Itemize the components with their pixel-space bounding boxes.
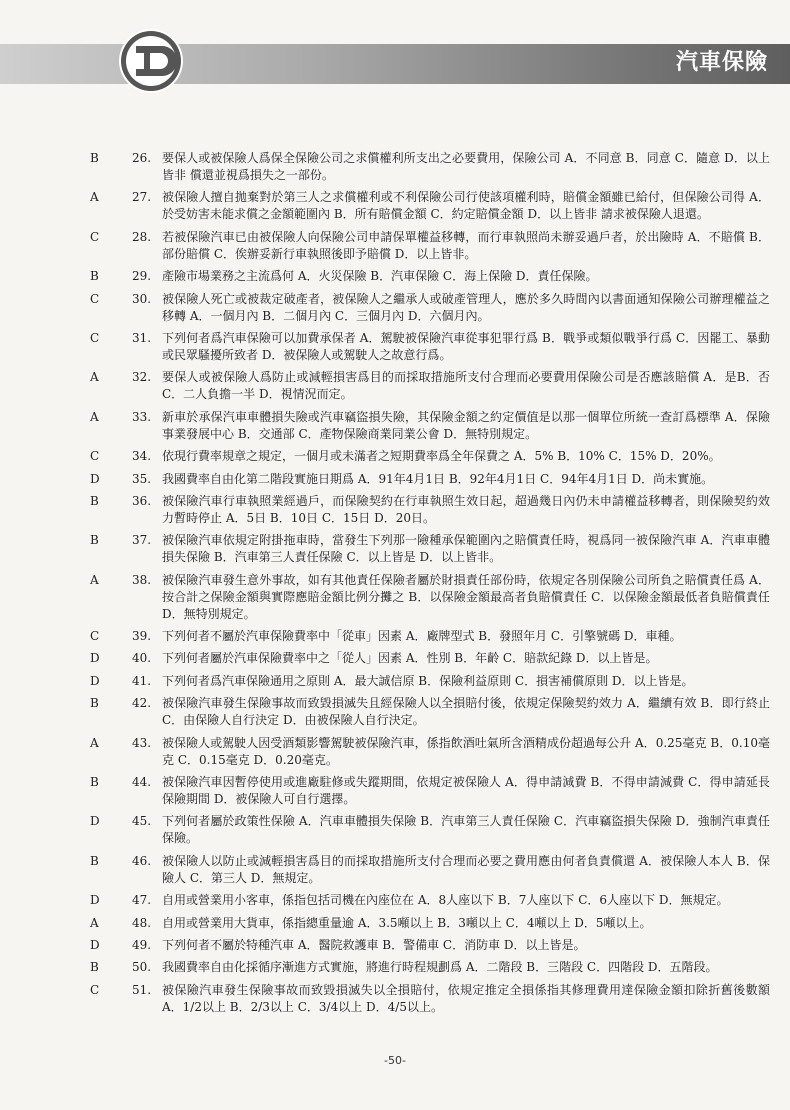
question-number: 31. [132,330,152,345]
question-item [80,471,770,488]
answer-key: D [90,893,100,908]
question-number: 44. [132,775,152,790]
question-item [80,813,770,847]
question-item [80,915,770,932]
question-number: 46. [132,853,152,868]
question-item [80,735,770,769]
question-number: 33. [132,409,152,424]
page-number: -50- [384,1054,406,1067]
question-text: 要保人或被保險人爲防止或減輕損害爲目的而採取措施所支付合理而必要費用保險公司是否應該賠償 A．是B．否 C．二人負擔一半 D．視情況而定。 [162,370,770,402]
answer-key: D [90,651,100,666]
question-number: 43. [132,735,152,750]
answer-key: B [90,960,99,975]
answer-key: D [90,471,100,486]
question-text: 若被保險汽車已由被保險人向保險公司申請保單權益移轉，而行車執照尚未辦妥過戶者，於出險時 A．不賠償 B．部份賠償 C．俟辦妥新行車執照後即予賠償 D．以上皆非。 [162,229,770,261]
question-number: 27. [132,190,152,205]
answer-key: A [90,370,99,385]
answer-key: A [90,572,99,587]
answer-key: B [90,533,99,548]
question-item [80,268,770,285]
question-item [80,982,770,1016]
question-number: 51. [132,982,152,997]
question-number: 48. [132,915,152,930]
answer-key: D [90,814,100,829]
question-number: 30. [132,291,152,306]
question-text: 被保險人以防止或減輕損害爲目的而採取措施所支付合理而必要之費用應由何者負責償還 A．被保險人本人 B．保險人 C．第三人 D．無規定。 [162,853,770,885]
question-item [80,695,770,729]
answer-key: C [90,982,100,997]
question-item [80,892,770,909]
question-item [80,774,770,808]
question-item [80,189,770,223]
question-item [80,291,770,325]
question-text: 自用或營業用小客車，係指包括司機在內座位在 A．8人座以下 B．7人座以下 C．6人座以下 D．無規定。 [162,893,729,908]
question-item [80,853,770,887]
answer-key: A [90,409,99,424]
question-text: 被保險汽車發生保險事故而致毀損滅失以全損賠付，依規定推定全損係指其修理費用達保險金額扣除折舊後數額 A．1/2以上 B．2/3以上 C．3/4以上 D．4/5以上。 [162,982,770,1014]
question-item [80,448,770,465]
question-number: 35. [132,471,152,486]
question-text: 被保險汽車行車執照業經過戶，而保險契約在行車執照生效日起，超過幾日內仍未申請權益移轉者，則保險契約效力暫時停止 A．5日 B．10日 C．15日 D．20日。 [162,493,770,525]
question-number: 42. [132,696,152,711]
answer-key: B [90,775,99,790]
question-text: 下列何者不屬於汽車保險費率中「從車」因素 A．廠牌型式 B．發照年月 C．引擎號碼 D．車種。 [162,629,682,644]
question-item [80,532,770,566]
question-text: 被保險汽車發生意外事故，如有其他責任保險者屬於財損責任部份時，依規定各別保險公司所負之賠償責任爲 A．按合計之保險金額與實際應賠金額比例分攤之 B．以保險金額最高者負賠償責任 C．以保險金額最低者負賠償責任 D．無特別規定。 [162,572,770,621]
question-number: 34. [132,449,152,464]
question-number: 41. [132,673,152,688]
question-item [80,673,770,690]
question-number: 45. [132,814,152,829]
answer-key: D [90,937,100,952]
answer-key: B [90,696,99,711]
answer-key: C [90,449,100,464]
question-number: 26. [132,151,152,165]
question-text: 被保險汽車因暫停使用或進廠駐修或失蹤期間，依規定被保險人 A．得申請減費 B．不得申請減費 C．得申請延長保險期間 D．被保險人可自行選擇。 [162,775,770,807]
question-text: 下列何者爲汽車保險可以加費承保者 A．駕駛被保險汽車從事犯罪行爲 B．戰爭或類似戰爭行爲 C．因罷工、暴動或民眾騷擾所致者 D．被保險人或駕駛人之故意行爲。 [162,330,770,362]
question-text: 產險市場業務之主流爲何 A．火災保險 B．汽車保險 C．海上保險 D．責任保險。 [162,269,598,284]
question-text: 我國費率自由化採循序漸進方式實施，將進行時程規劃爲 A．二階段 B．三階段 C．四階段 D．五階段。 [162,960,718,975]
question-number: 32. [132,370,152,385]
question-item [80,628,770,645]
question-text: 依現行費率規章之規定，一個月或未滿者之短期費率爲全年保費之 A．5% B．10% C．15% D．20%。 [162,449,721,464]
question-item [80,493,770,527]
question-number: 40. [132,651,152,666]
question-item [80,959,770,976]
section-title: 汽車保險 [675,50,768,75]
answer-key: A [90,190,99,205]
question-text: 被保險人擅自拋棄對於第三人之求償權利或不利保險公司行使該項權利時，賠償金額雖已給付，但保險公司得 A．於受妨害未能求償之金額範圍內 B．所有賠償金額 C．約定賠償金額 D．以上皆非 請求被保險人退還。 [162,190,770,222]
question-text: 下列何者屬於汽車保險費率中之「從人」因素 A．性別 B．年齡 C．賠款紀錄 D．以上皆是。 [162,651,658,666]
question-number: 47. [132,893,152,908]
question-list [80,150,770,1021]
question-text: 下列何者屬於政策性保險 A．汽車車體損失保險 B．汽車第三人責任保險 C．汽車竊盜損失保險 D．強制汽車責任保險。 [162,814,770,846]
question-text: 被保險汽車發生保險事故而致毀損滅失且經保險人以全損賠付後，依規定保險契約效力 A．繼續有效 B．即行終止 C．由保險人自行決定 D．由被保險人自行決定。 [162,696,770,728]
question-number: 29. [132,269,152,284]
question-number: 37. [132,533,152,548]
answer-key: B [90,493,99,508]
question-number: 39. [132,629,152,644]
question-text: 自用或營業用大貨車，係指總重量逾 A．3.5噸以上 B．3噸以上 C．4噸以上 D．5噸以上。 [162,915,652,930]
question-text: 被保險汽車依規定附掛拖車時，當發生下列那一險種承保範圍內之賠償責任時，視爲同一被保險汽車 A．汽車車體損失保險 B．汽車第三人責任保險 C．以上皆是 D．以上皆非。 [162,533,770,565]
question-item [80,330,770,364]
answer-key: B [90,269,99,284]
answer-key: B [90,151,99,165]
answer-key: C [90,629,100,644]
question-item [80,409,770,443]
answer-key: C [90,291,100,306]
question-number: 38. [132,572,152,587]
question-number: 50. [132,960,152,975]
question-text: 要保人或被保險人爲保全保險公司之求償權利所支出之必要費用，保險公司 A．不同意 B．同意 C．隨意 D．以上皆非 償還並視爲損失之一部份。 [162,151,770,182]
answer-key: A [90,735,99,750]
question-text: 下列何者爲汽車保險通用之原則 A．最大誠信原 B．保險利益原則 C．損害補償原則 D．以上皆是。 [162,673,694,688]
answer-key: C [90,229,100,244]
question-number: 28. [132,229,152,244]
publisher-logo [118,28,184,94]
answer-key: A [90,915,99,930]
question-item [80,369,770,403]
question-item [80,937,770,954]
question-item [80,572,770,623]
question-text: 被保險人死亡或被裁定破產者，被保險人之繼承人或破產管理人，應於多久時間內以書面通知保險公司辦理權益之移轉 A．一個月內 B．二個月內 C．三個月內 D．六個月內。 [162,291,770,323]
answer-key: D [90,673,100,688]
question-text: 被保險人或駕駛人因受酒類影響駕駛被保險汽車，係指飲酒吐氣所含酒精成份超過每公升 A．0.25毫克 B．0.10毫克 C．0.15毫克 D．0.20毫克。 [162,735,770,767]
answer-key: B [90,853,99,868]
question-text: 我國費率自由化第二階段實施日期爲 A．91年4月1日 B．92年4月1日 C．94年4月1日 D．尚未實施。 [162,471,714,486]
question-text: 下列何者不屬於特種汽車 A．醫院救護車 B．警備車 C．消防車 D．以上皆是。 [162,937,586,952]
question-item [80,650,770,667]
question-item [80,229,770,263]
answer-key: C [90,330,100,345]
question-number: 49. [132,937,152,952]
question-text: 新車於承保汽車車體損失險或汽車竊盜損失險，其保險金額之約定價值是以那一個單位所統一查訂爲標準 A．保險事業發展中心 B．交通部 C．產物保險商業同業公會 D．無特別規定。 [162,409,770,441]
question-number: 36. [132,493,152,508]
question-item [80,150,770,184]
